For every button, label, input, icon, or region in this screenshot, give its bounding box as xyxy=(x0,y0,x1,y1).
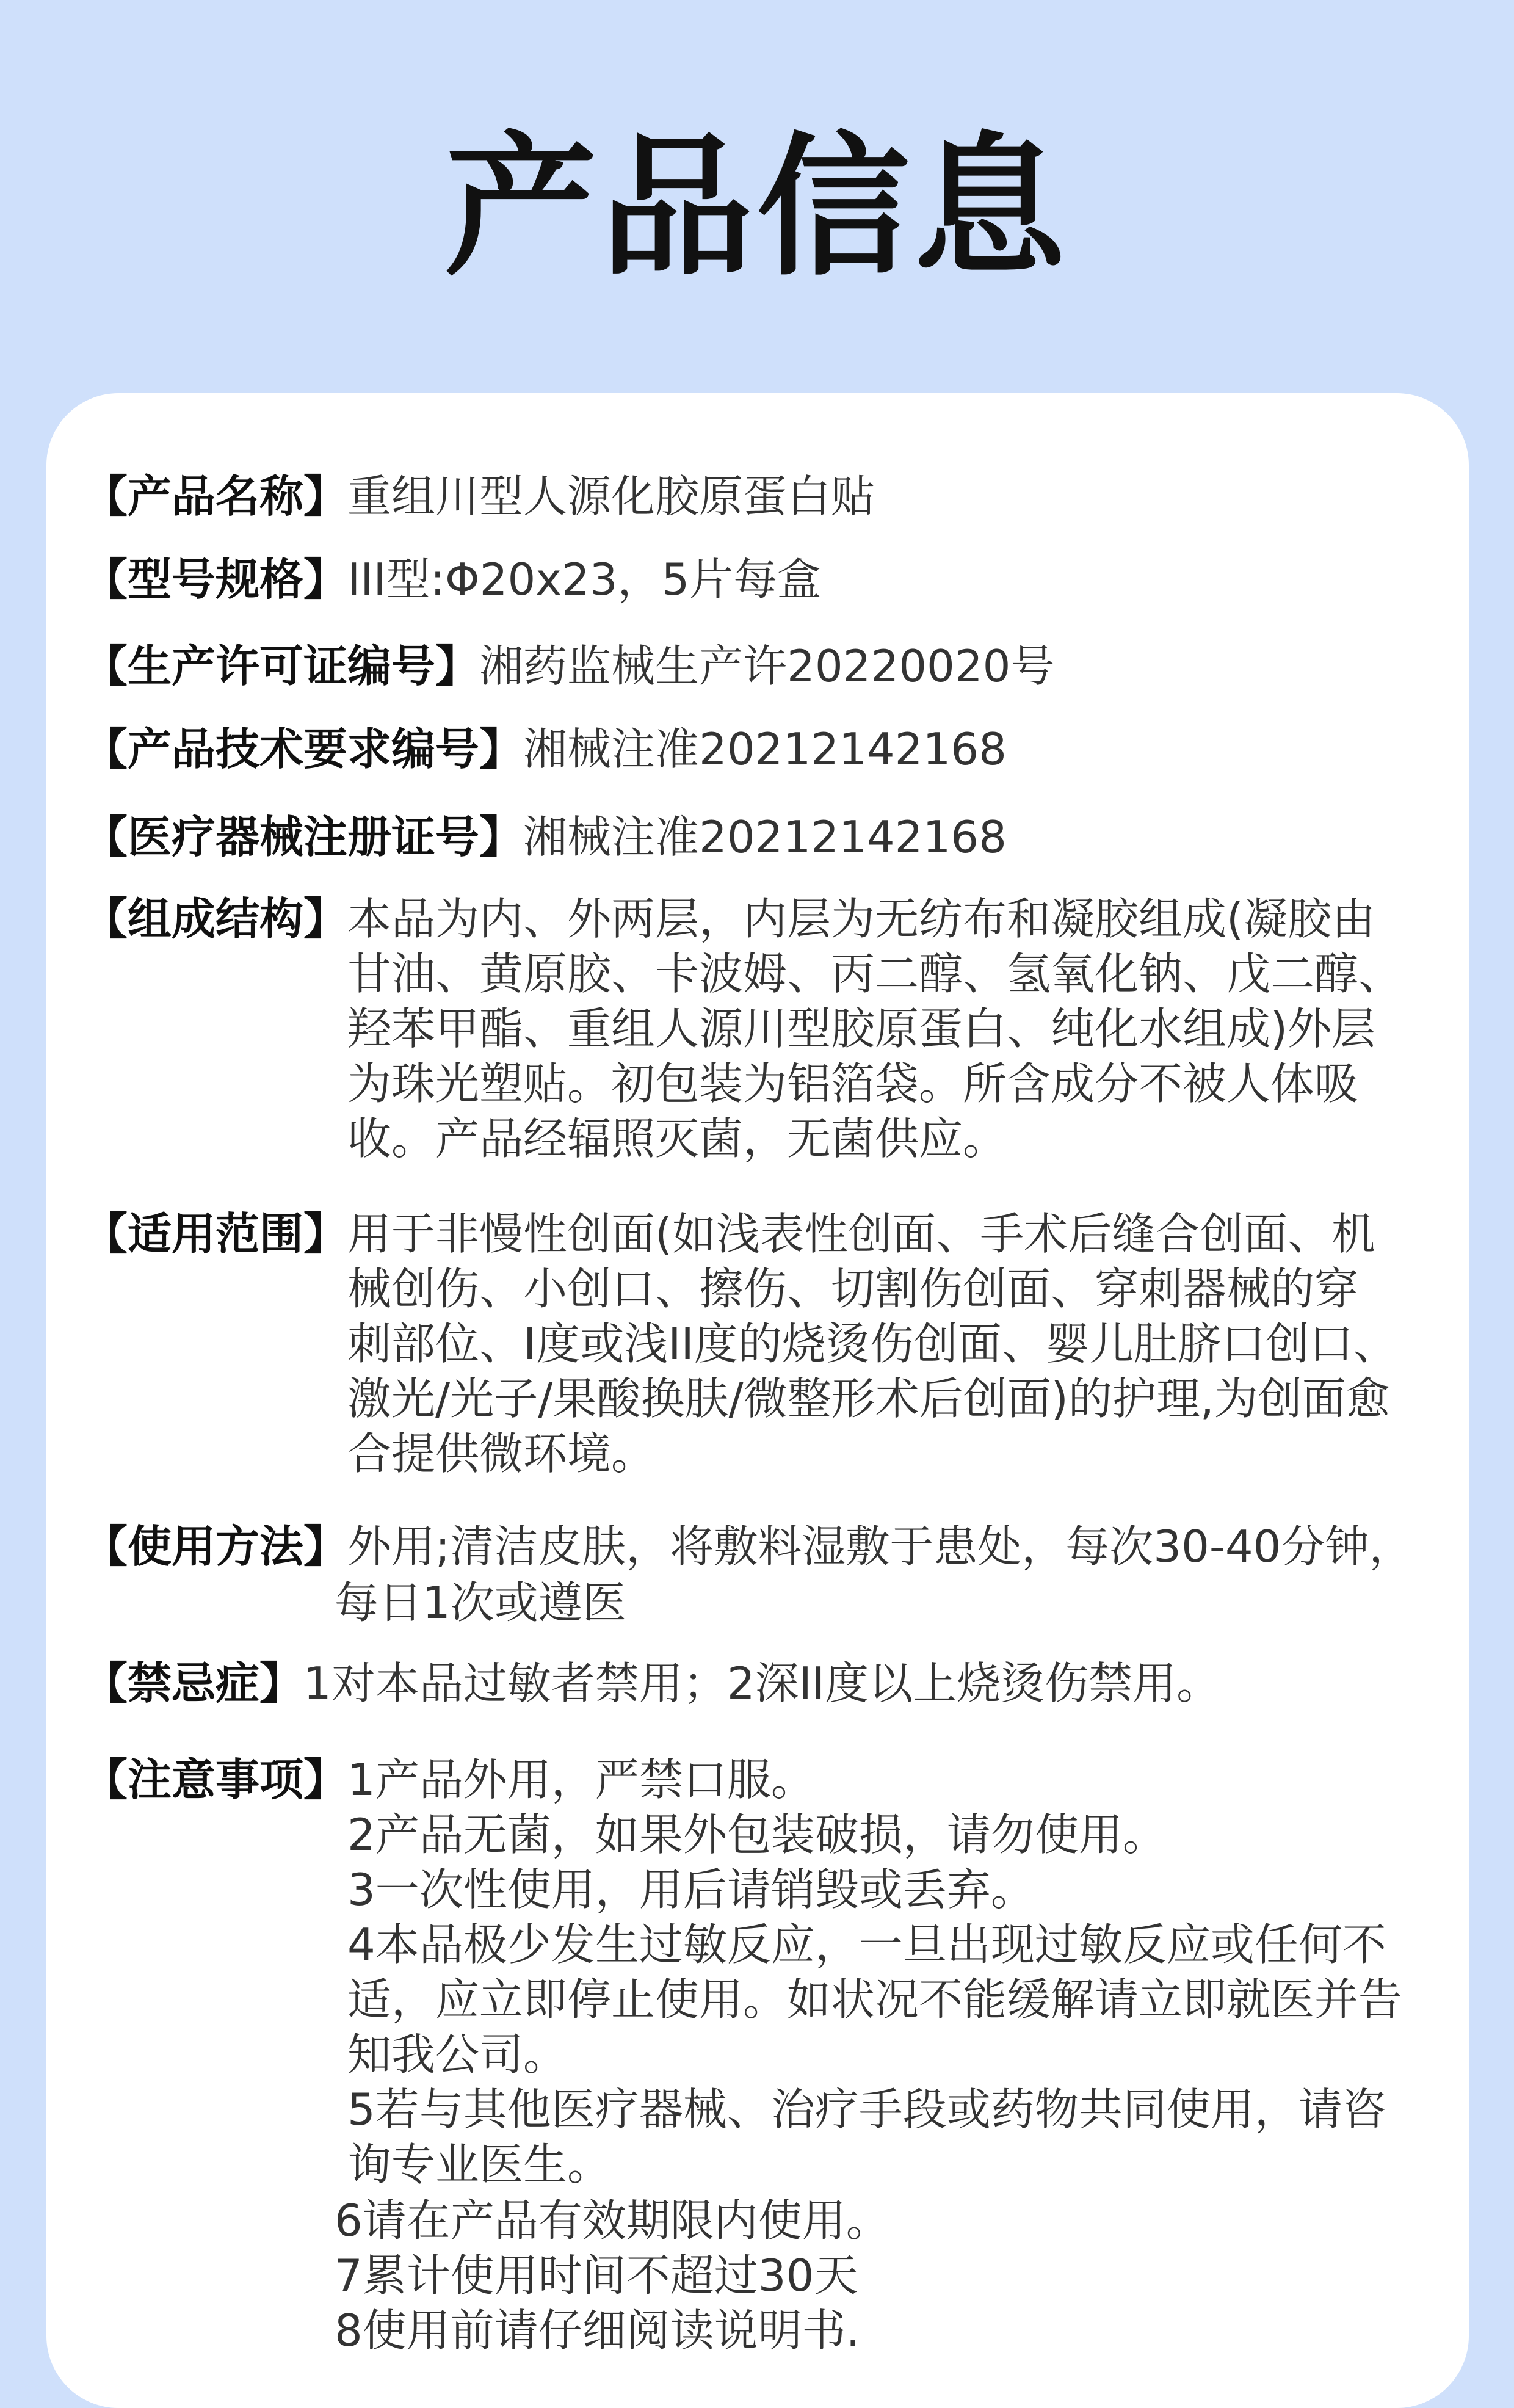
field-value: 1对本品过敏者禁用；2深II度以上烧烫伤禁用。 xyxy=(303,1658,1221,1709)
field-value: III型:Φ20x23，5片每盒 xyxy=(347,554,822,605)
text-line: 适，应立即停止使用。如状况不能缓解请立即就医并告 xyxy=(347,1974,1403,2025)
text-line: 8使用前请仔细阅读说明书. xyxy=(335,2305,860,2356)
field-label: 【适用范围】 xyxy=(84,1208,348,1260)
field-label: 【产品技术要求编号】 xyxy=(84,723,524,775)
field-value: 湘药监械生产许20220020号 xyxy=(479,640,1055,692)
text-line: 羟苯甲酯、重组人源川型胶原蛋白、纯化水组成)外层 xyxy=(347,1003,1376,1054)
text-line: 为珠光塑贴。初包装为铝箔袋。所含成分不被人体吸 xyxy=(347,1058,1359,1109)
text-line: 用于非慢性创面(如浅表性创面、手术后缝合创面、机 xyxy=(347,1208,1376,1260)
field-value: 湘械注准20212142168 xyxy=(523,811,1007,863)
text-line: 收。产品经辐照灭菌，无菌供应。 xyxy=(347,1113,1007,1164)
text-line: 1产品外用，严禁口服。 xyxy=(347,1754,815,1805)
field-application-scope xyxy=(84,1206,1397,1481)
field-usage xyxy=(84,1519,1413,1574)
text-line: 3一次性使用，用后请销毁或丢弃。 xyxy=(347,1864,1035,1915)
text-line: 4本品极少发生过敏反应，一旦出现过敏反应或任何不 xyxy=(347,1919,1386,1970)
field-precautions-continued xyxy=(335,2193,890,2358)
text-line: 激光/光子/果酸换肤/微整形术后创面)的护理,为创面愈 xyxy=(347,1373,1390,1424)
field-value: 每日1次或遵医 xyxy=(335,1577,626,1628)
text-line: 甘油、黄原胶、卡波姆、丙二醇、氢氧化钠、戊二醇、 xyxy=(347,948,1403,999)
field-contraindications xyxy=(84,1656,1220,1711)
field-precautions xyxy=(84,1752,1402,2192)
field-label: 【产品名称】 xyxy=(84,471,348,522)
field-label: 【禁忌症】 xyxy=(84,1658,304,1709)
field-model-spec xyxy=(84,552,821,607)
field-value-lines xyxy=(347,1206,1397,1481)
text-line: 刺部位、I度或浅II度的烧烫伤创面、婴儿肚脐口创口、 xyxy=(347,1318,1397,1369)
text-line: 2产品无菌，如果外包装破损，请勿使用。 xyxy=(347,1809,1167,1860)
field-value-lines xyxy=(347,891,1402,1166)
text-line: 6请在产品有效期限内使用。 xyxy=(335,2195,890,2246)
field-value-lines xyxy=(347,1752,1402,2192)
field-value: 湘械注准20212142168 xyxy=(523,723,1007,775)
field-technical-requirement xyxy=(84,722,1007,777)
field-label: 【医疗器械注册证号】 xyxy=(84,811,524,863)
field-usage-continued xyxy=(335,1575,626,1630)
field-registration-number xyxy=(84,810,1007,865)
field-production-license xyxy=(84,639,1055,694)
text-line: 询专业医生。 xyxy=(347,2139,612,2190)
field-value: 外用;清洁皮肤，将敷料湿敷于患处，每次30-40分钟， xyxy=(347,1521,1413,1572)
field-label: 【型号规格】 xyxy=(84,554,348,605)
text-line: 本品为内、外两层，内层为无纺布和凝胶组成(凝胶由 xyxy=(347,893,1376,945)
text-line: 合提供微环境。 xyxy=(347,1428,656,1479)
page-title: 产品信息 xyxy=(444,118,1070,296)
text-line: 械创伤、小创口、擦伤、切割伤创面、穿刺器械的穿 xyxy=(347,1263,1359,1315)
field-value-lines xyxy=(335,2193,890,2358)
field-product-name xyxy=(84,469,875,524)
text-line: 知我公司。 xyxy=(347,2029,568,2080)
field-label: 【组成结构】 xyxy=(84,893,348,945)
field-label: 【使用方法】 xyxy=(84,1521,348,1572)
field-label: 【生产许可证编号】 xyxy=(84,640,480,692)
field-label: 【注意事项】 xyxy=(84,1754,348,1805)
text-line: 7累计使用时间不超过30天 xyxy=(335,2250,858,2301)
field-value: 重组川型人源化胶原蛋白贴 xyxy=(347,471,875,522)
field-composition xyxy=(84,891,1402,1166)
text-line: 5若与其他医疗器械、治疗手段或药物共同使用，请咨 xyxy=(347,2084,1386,2135)
